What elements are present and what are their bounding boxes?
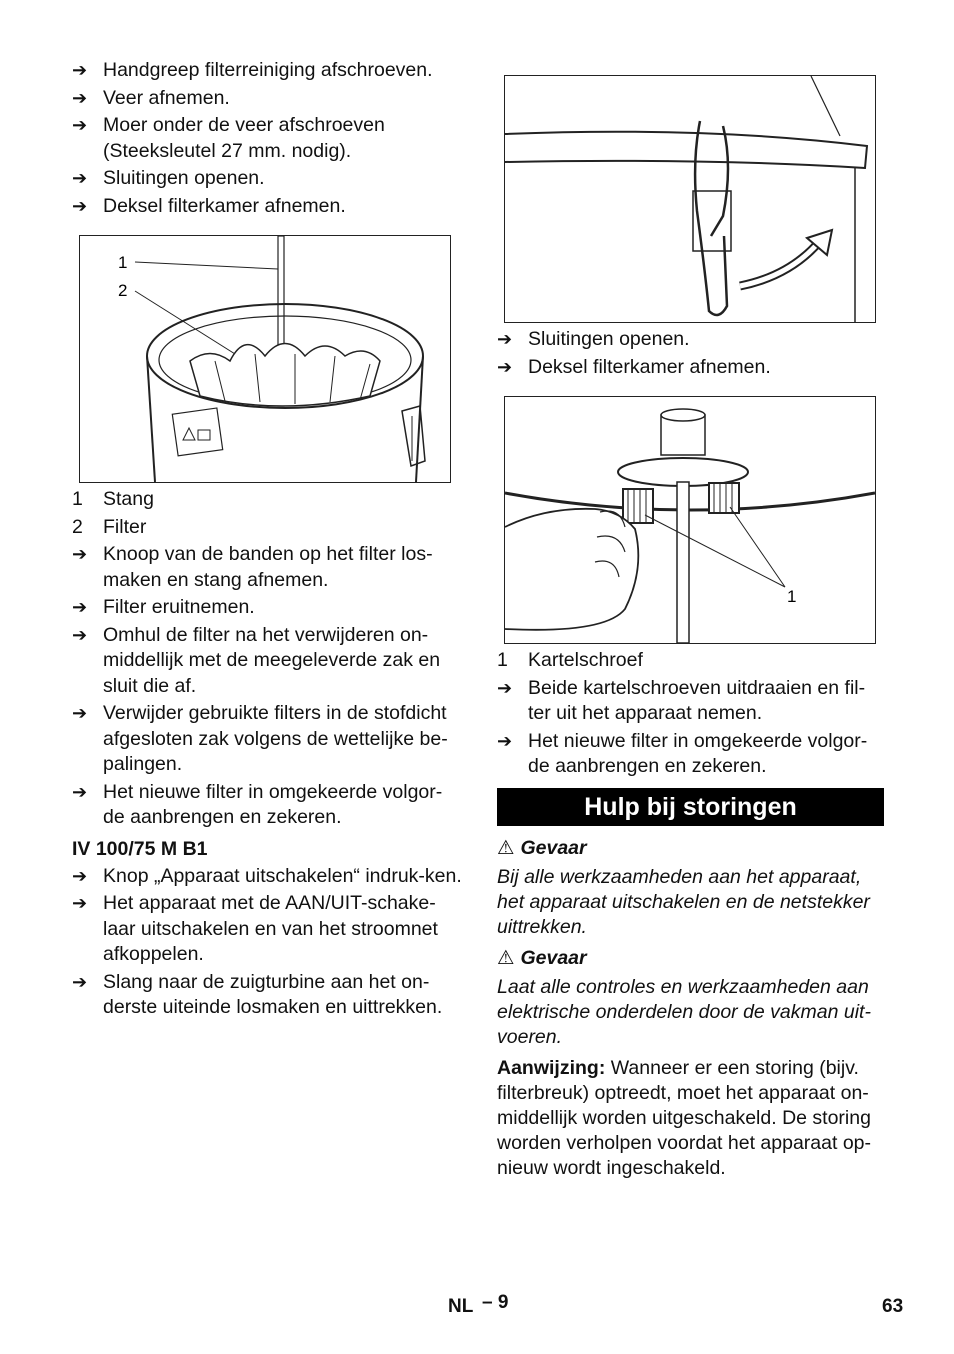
- steps-top-left: [72, 58, 462, 219]
- right-arrow-icon: ➔: [72, 115, 88, 135]
- right-arrow-icon: ➔: [72, 168, 88, 188]
- right-arrow-icon: ➔: [497, 356, 513, 377]
- callout-1: 1: [787, 587, 797, 606]
- legend-item: 2 Filter: [72, 515, 147, 538]
- left-column: [72, 58, 462, 1023]
- instruction-step: ➔ Handgreep filterreiniging afschroeven.: [72, 58, 462, 84]
- callout-2: 2: [118, 281, 128, 300]
- instruction-step: ➔ Knoop van de banden op het filter los-maken en stang afnemen.: [72, 543, 433, 591]
- warning-triangle-icon: ⚠: [497, 836, 515, 859]
- right-arrow-icon: ➔: [72, 865, 88, 886]
- note-text: Wanneer er een storing (bijv. filterbreuk) optreedt, moet het apparaat on-middellijk worden uitgeschakeld. De storing worden verholpen voordat het apparaat op-nieuw wordt ingeschakeld.: [497, 1056, 872, 1179]
- instruction-step: ➔ Deksel filterkamer afnemen.: [497, 355, 884, 381]
- right-arrow-icon: ➔: [72, 195, 88, 216]
- legend-item: 1 Kartelschroef: [497, 649, 643, 671]
- right-arrow-icon: ➔: [497, 730, 513, 751]
- legend-item: 1 Stang: [72, 488, 154, 510]
- instruction-step: ➔ Verwijder gebruikte filters in de stofdicht afgesloten zak volgens de wettelijke be-palingen.: [72, 702, 448, 775]
- instruction-step: ➔ Het nieuwe filter in omgekeerde volgor-de aanbrengen en zekeren.: [497, 729, 868, 777]
- callout-1: 1: [118, 253, 128, 272]
- figure-knurled-screws: [504, 396, 876, 644]
- footer-page-number: 63: [882, 1296, 904, 1317]
- instruction-step: ➔ Moer onder de veer afschroeven (Steeksleutel 27 mm. nodig).: [72, 114, 385, 162]
- warning-text: Bij alle werkzaamheden aan het apparaat, het apparaat uitschakelen en de netstekker uittrekken.: [497, 865, 870, 938]
- right-arrow-icon: ➔: [72, 60, 88, 80]
- instruction-step: ➔ Omhul de filter na het verwijderen on-middellijk met de meegeleverde zak en sluit die af.: [72, 623, 441, 697]
- right-column: [497, 75, 884, 1181]
- instruction-step: ➔ Beide kartelschroeven uitdraaien en fil-ter uit het apparaat nemen.: [497, 676, 866, 724]
- note-paragraph: [497, 1056, 884, 1181]
- instruction-step: ➔ Veer afnemen.: [72, 86, 462, 112]
- right-arrow-icon: ➔: [72, 87, 88, 108]
- figure3-legend: [497, 648, 884, 674]
- warning-text: Laat alle controles en werkzaamheden aan elektrische onderdelen door de vakman uit-voeren.: [497, 975, 871, 1048]
- instruction-step: ➔ Filter eruitnemen.: [72, 595, 462, 621]
- right-arrow-icon: ➔: [72, 781, 88, 802]
- instruction-step: ➔ Het nieuwe filter in omgekeerde volgor-de aanbrengen en zekeren.: [72, 780, 443, 828]
- warning-heading: ⚠ Gevaar: [497, 836, 587, 859]
- figure-filter-chamber: [79, 235, 451, 483]
- footer-section-page: – 9: [482, 1292, 509, 1313]
- section-title: Hulp bij storingen: [497, 788, 884, 826]
- right-arrow-icon: ➔: [72, 544, 88, 564]
- instruction-step: ➔ Sluitingen openen.: [72, 166, 462, 192]
- instruction-step: ➔ Het apparaat met de AAN/UIT-schake-laar uitschakelen en van het stroomnet afkoppelen.: [72, 892, 438, 965]
- steps-mid-right: [497, 676, 884, 780]
- note-label: Aanwijzing:: [497, 1056, 606, 1079]
- instruction-step: ➔ Slang naar de zuigturbine aan het on-derste uiteinde losmaken en uittrekken.: [72, 970, 443, 1018]
- warning-heading: ⚠ Gevaar: [497, 946, 587, 969]
- model-subheading: IV 100/75 M B1: [72, 837, 208, 860]
- right-arrow-icon: ➔: [72, 703, 88, 723]
- instruction-step: ➔ Deksel filterkamer afnemen.: [72, 194, 462, 220]
- footer-lang: NL: [448, 1296, 474, 1317]
- right-arrow-icon: ➔: [497, 677, 513, 698]
- warning-triangle-icon: ⚠: [497, 946, 515, 969]
- figure1-legend: [72, 487, 462, 540]
- right-arrow-icon: ➔: [72, 893, 88, 913]
- right-arrow-icon: ➔: [497, 329, 513, 349]
- steps-mid-left: [72, 542, 462, 831]
- instruction-step: ➔ Sluitingen openen.: [497, 327, 884, 353]
- right-arrow-icon: ➔: [72, 624, 88, 645]
- steps-bottom-left: [72, 864, 462, 1021]
- right-arrow-icon: ➔: [72, 597, 88, 617]
- instruction-step: ➔ Knop „Apparaat uitschakelen“ indruk-ken.: [72, 864, 462, 890]
- steps-top-right: [497, 327, 884, 380]
- right-arrow-icon: ➔: [72, 971, 88, 992]
- figure-clamp-opening: [504, 75, 876, 323]
